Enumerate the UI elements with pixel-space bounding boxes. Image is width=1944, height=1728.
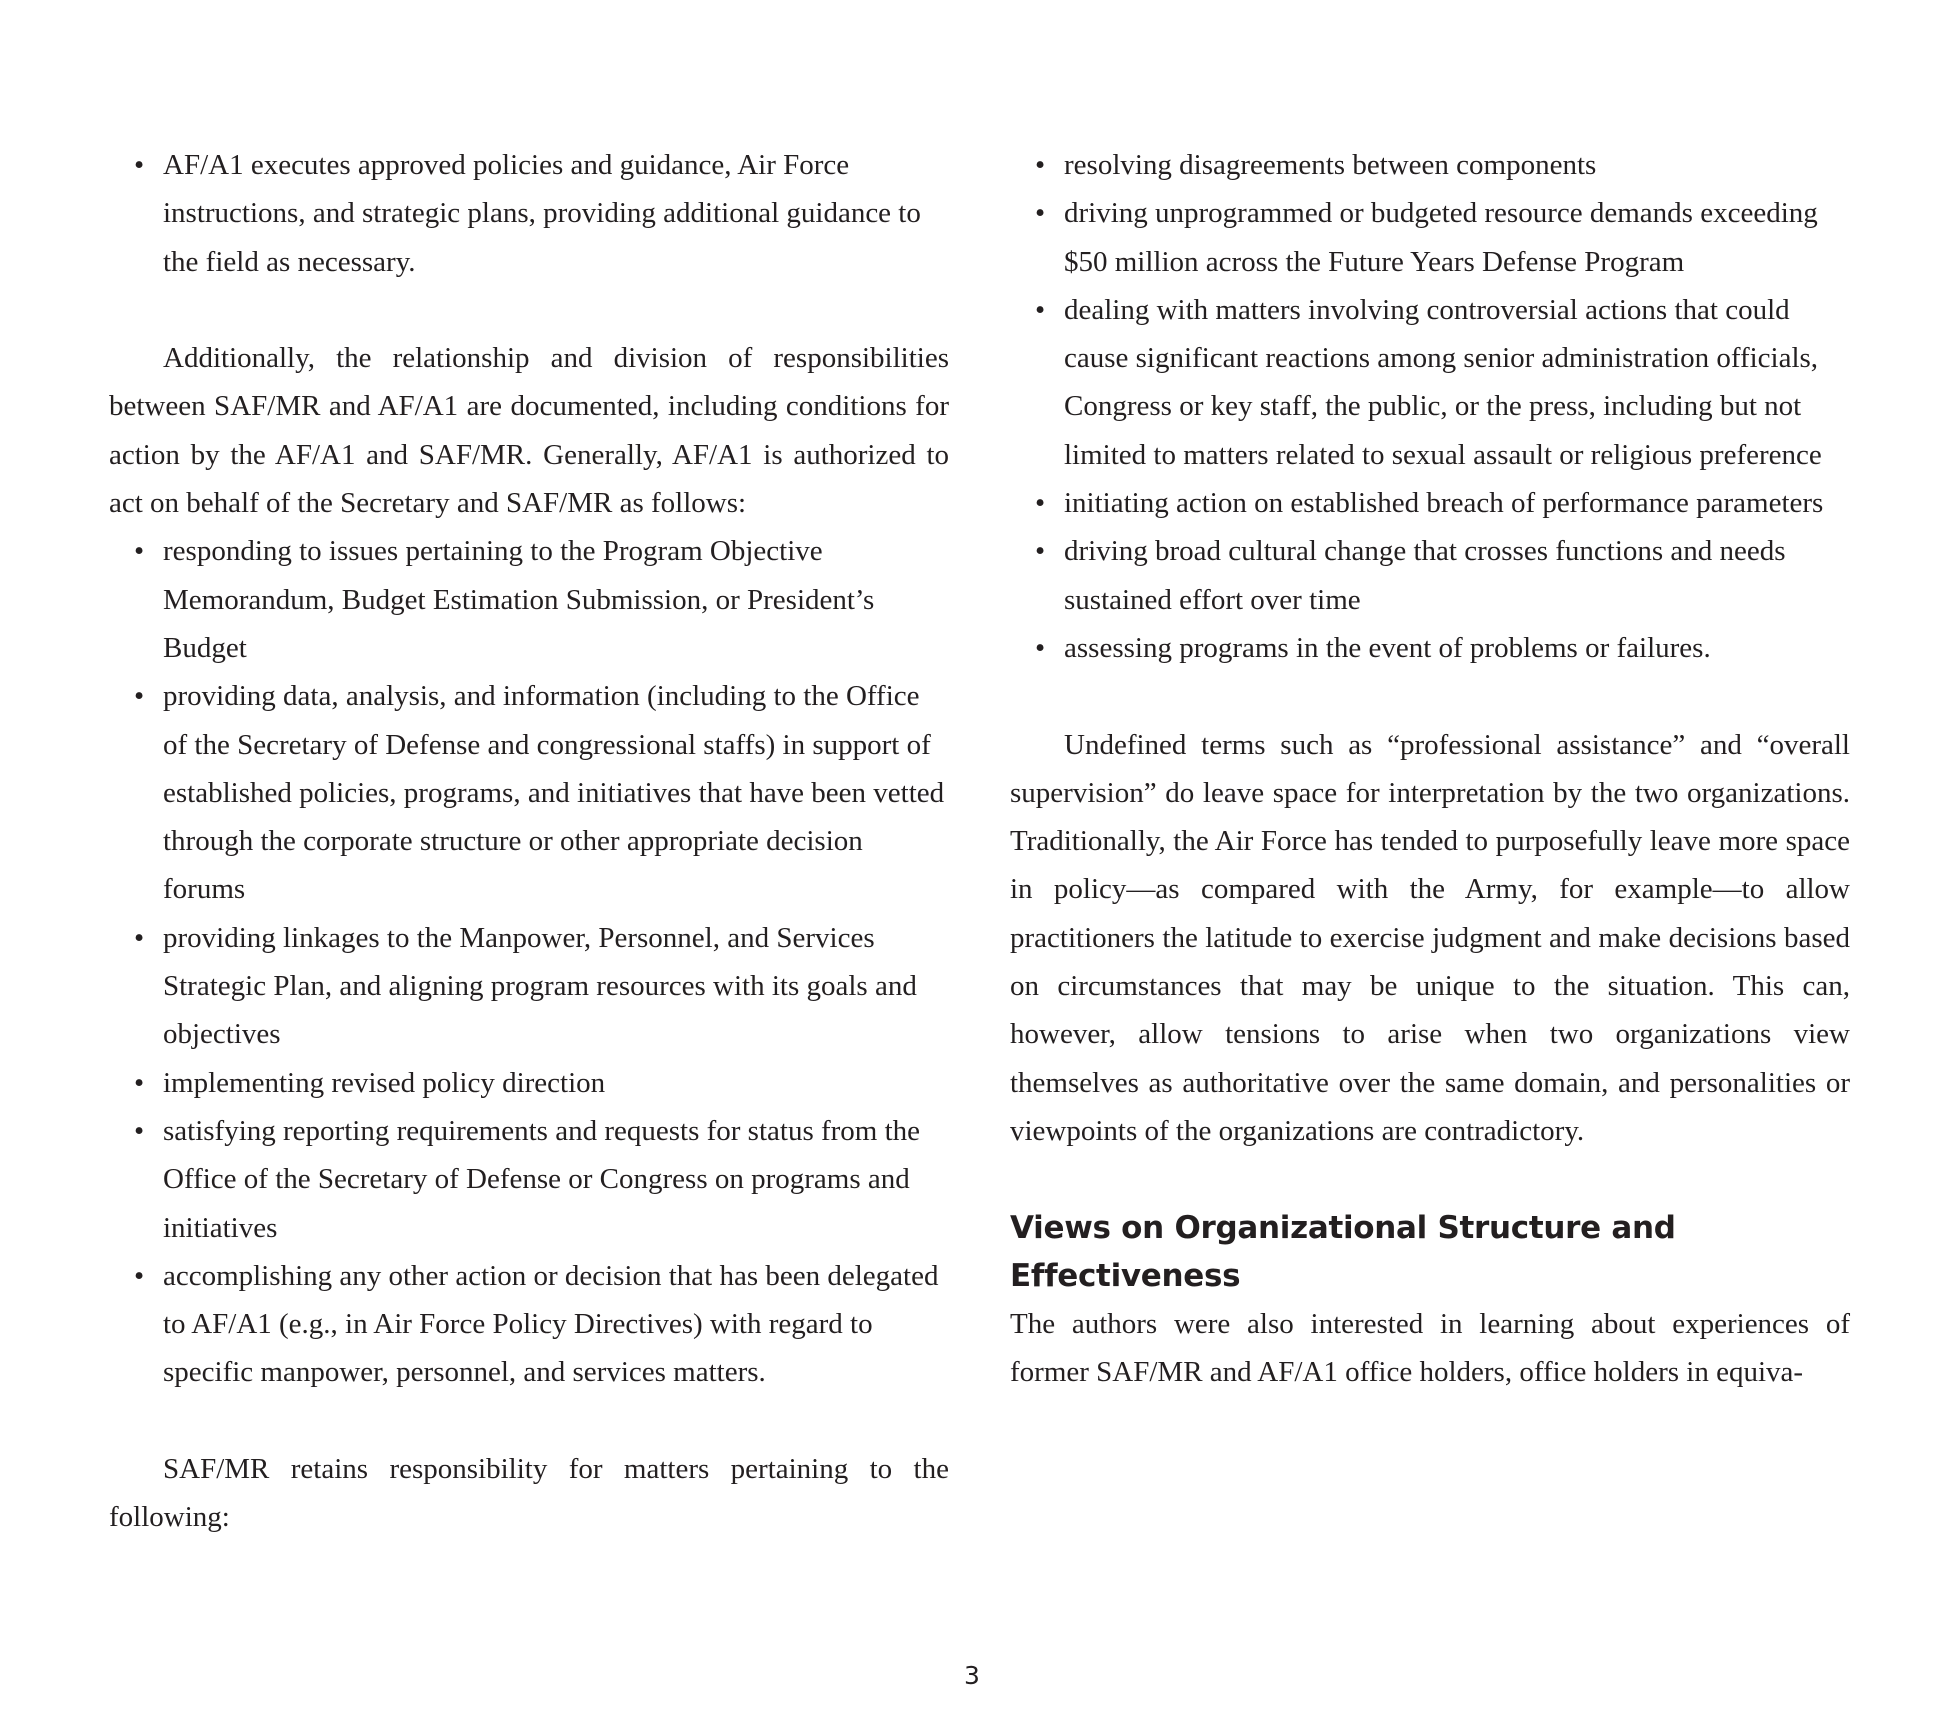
list-item: • driving broad cultural change that crosses functions and needs sustained effort over time — [1010, 527, 1850, 624]
list-item: • providing linkages to the Manpower, Personnel, and Services Strategic Plan, and aligning program resources with its goals and objectives — [109, 914, 949, 1059]
list-item: • AF/A1 executes approved policies and guidance, Air Force instructions, and strategic plans, providing additional guidance to the field as necessary. — [109, 141, 949, 286]
list-item: • dealing with matters involving controversial actions that could cause significant reactions among senior administration officials, Congress or key staff, the public, or the press, including but not limited to matters related to sexual assault or religious preference — [1010, 286, 1850, 479]
page-number: 3 — [964, 1661, 980, 1690]
paragraph-gap — [109, 286, 949, 334]
authorized-actions-list — [109, 527, 949, 1396]
body-paragraph: Additionally, the relationship and division of responsibilities between SAF/MR and AF/A1 are documented, including conditions for action by the AF/A1 and SAF/MR. Generally, AF/A1 is authorized to act on behalf of the Secretary and SAF/MR as follows: — [109, 342, 949, 520]
body-paragraph: Undefined terms such as “professional assistance” and “overall supervision” do leave space for interpretation by the two organizations. Traditionally, the Air Force has tended to purposefully leave more space in policy—as compared with the Army, for example—to allow practitioners the latitude to exercise judgment and make decisions based on circumstances that may be unique to the situation. This can, however, allow tensions to arise when two organizations view themselves as authoritative over the same domain, and personalities or viewpoints of the organizations are contradictory. — [1010, 728, 1850, 1147]
list-item: • assessing programs in the event of problems or failures. — [1010, 624, 1850, 672]
paragraph-gap — [109, 1397, 949, 1445]
left-column — [109, 141, 949, 1542]
list-item: • providing data, analysis, and information (including to the Office of the Secretary of Defense and congressional staffs) in support of established policies, programs, and initiatives that have been vetted through the corporate structure or other appropriate decision forums — [109, 672, 949, 913]
paragraph-gap — [1010, 672, 1850, 720]
right-column — [1010, 141, 1850, 1397]
list-item: • implementing revised policy direction — [109, 1059, 949, 1107]
list-item: • satisfying reporting requirements and requests for status from the Office of the Secretary of Defense or Congress on programs and initiatives — [109, 1107, 949, 1252]
list-item: • responding to issues pertaining to the Program Objective Memorandum, Budget Estimation Submission, or President’s Budget — [109, 527, 949, 672]
list-item: • driving unprogrammed or budgeted resource demands exceeding $50 million across the Future Years Defense Program — [1010, 189, 1850, 286]
list-item: • initiating action on established breach of performance parameters — [1010, 479, 1850, 527]
retained-responsibilities-list — [1010, 141, 1850, 672]
list-item: • resolving disagreements between components — [1010, 141, 1850, 189]
body-paragraph: SAF/MR retains responsibility for matters pertaining to the following: — [109, 1453, 949, 1534]
section-heading: Views on Organizational Structure and Effectiveness — [1010, 1209, 1676, 1294]
intro-bullet-list — [109, 141, 949, 286]
paragraph-gap — [1010, 1155, 1850, 1203]
body-paragraph: The authors were also interested in learning about experiences of former SAF/MR and AF/A1 office holders, office holders in equiva- — [1010, 1308, 1850, 1389]
list-item: • accomplishing any other action or decision that has been delegated to AF/A1 (e.g., in Air Force Policy Directives) with regard to specific manpower, personnel, and services matters. — [109, 1252, 949, 1397]
